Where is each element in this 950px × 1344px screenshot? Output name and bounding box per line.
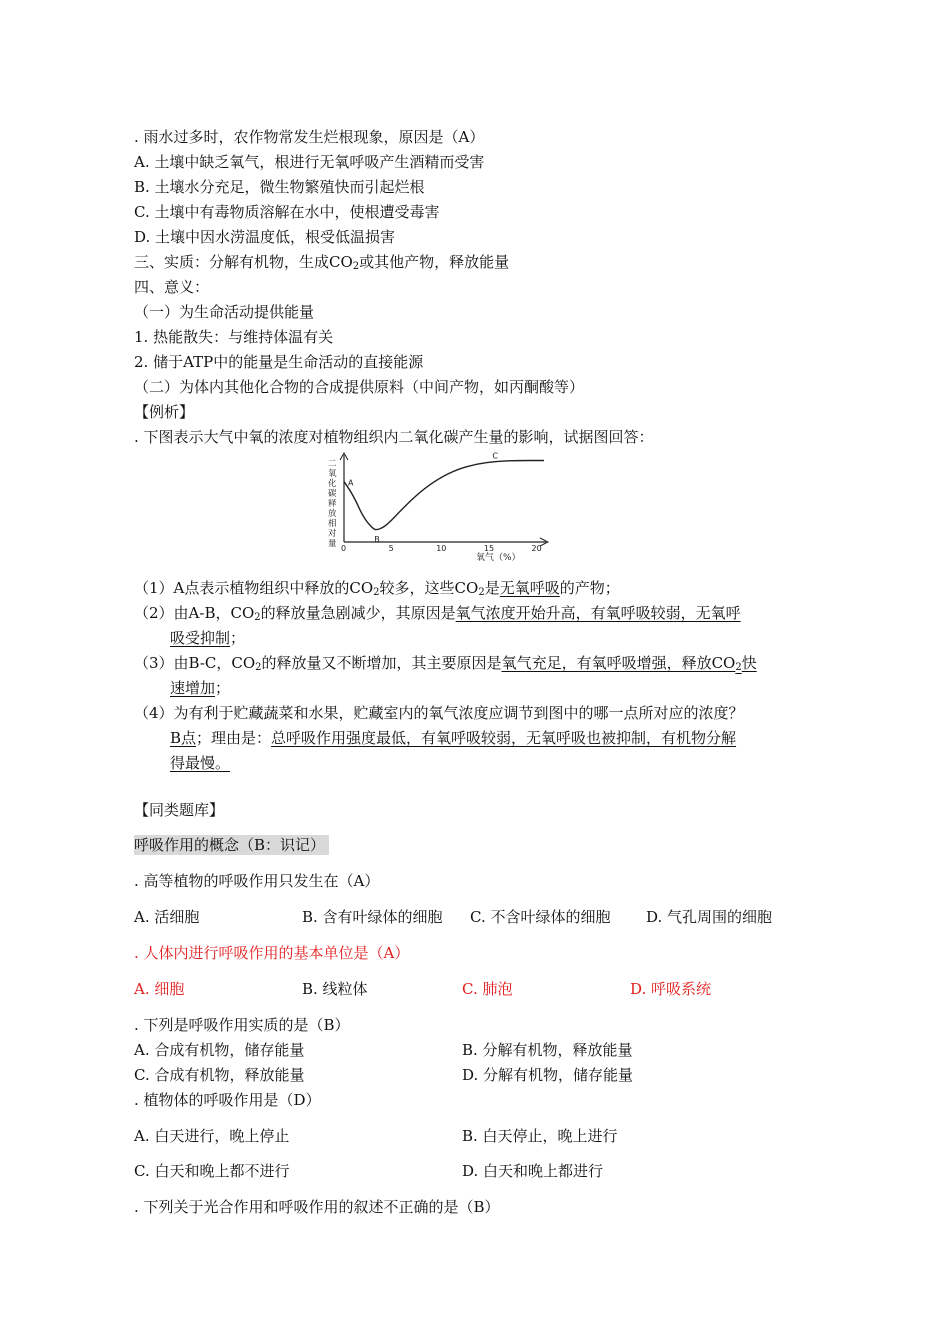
x-axis-label: 氧气（%） (476, 553, 521, 563)
q1-option-d: D. 土壤中因水涝温度低，根受低温损害 (134, 228, 396, 246)
bank-q2-stem: . 人体内进行呼吸作用的基本单位是（A） (134, 944, 410, 962)
x-tick-0: 0 (341, 544, 347, 553)
y-axis-label (328, 459, 337, 549)
a1-sub: 2 (373, 587, 380, 598)
x-tick-10: 10 (436, 544, 447, 553)
answer-4-line1: （4）为有利于贮藏蔬菜和水果，贮藏室内的氧气浓度应调节到图中的哪一点所对应的浓度？ (134, 704, 744, 722)
section4-title: 四、意义： (134, 278, 210, 296)
a2-pre: （2）由A-B，CO (134, 604, 255, 622)
point-label-c: C (492, 452, 498, 461)
a3-pre: （3）由B-C，CO (134, 654, 256, 672)
bank-q4-option-a: A. 白天进行，晚上停止 (134, 1127, 290, 1145)
section4-point1a: 1. 热能散失：与维持体温有关 (134, 328, 334, 346)
point-labels (348, 452, 498, 544)
y-axis-label-char: 释 (328, 499, 337, 509)
a3-answer-2: 速增加 (170, 679, 216, 697)
section4-point1: （一）为生命活动提供能量 (134, 303, 315, 321)
bank-q4-stem: . 植物体的呼吸作用是（D） (134, 1091, 321, 1109)
answer-2-line1 (134, 603, 741, 623)
bank-q3-option-c: C. 合成有机物，释放能量 (134, 1066, 305, 1084)
y-axis-label-char: 相 (328, 519, 337, 529)
a4-point: B点 (170, 729, 197, 747)
a2-answer-2: 吸受抑制 (170, 629, 231, 647)
answer-4-line2 (170, 728, 736, 748)
a2-post: ； (230, 629, 246, 647)
a1-sub2: 2 (478, 587, 485, 598)
a1-mid: 较多，这些CO (379, 579, 479, 597)
a4-mid: ；理由是： (196, 729, 272, 747)
x-tick-labels (341, 544, 542, 553)
q1-option-c: C. 土壤中有毒物质溶解在水中，使根遭受毒害 (134, 203, 440, 221)
a4-reason-2: 得最慢。 (170, 754, 231, 772)
bank-header: 【同类题库】 (134, 801, 225, 819)
point-label-a: A (348, 478, 354, 488)
bank-q2-option-a: A. 细胞 (134, 980, 185, 998)
bank-q5-stem: . 下列关于光合作用和呼吸作用的叙述不正确的是（B） (134, 1198, 500, 1216)
y-axis-label-char: 二 (328, 459, 337, 469)
bank-q2-option-c: C. 肺泡 (462, 980, 513, 998)
x-tick-20: 20 (531, 544, 542, 553)
bank-q4-option-c: C. 白天和晚上都不进行 (134, 1162, 290, 1180)
example-stem: . 下图表示大气中氧的浓度对植物组织内二氧化碳产生量的影响，试据图回答： (134, 428, 654, 446)
y-axis-label-char: 量 (328, 539, 337, 549)
bank-q3-option-d: D. 分解有机物，储存能量 (462, 1066, 634, 1084)
q1-option-b: B. 土壤水分充足，微生物繁殖快而引起烂根 (134, 178, 425, 196)
bank-q3-stem: . 下列是呼吸作用实质的是（B） (134, 1016, 350, 1034)
a4-reason-1: 总呼吸作用强度最低，有氧呼吸较弱，无氧呼吸也被抑制，有机物分解 (271, 729, 737, 747)
a1-mid2: 是 (484, 579, 500, 597)
answer-2-line2 (170, 628, 245, 648)
y-axis-label-char: 化 (328, 479, 337, 489)
bank-q1-option-b: B. 含有叶绿体的细胞 (302, 908, 443, 926)
bank-q4-option-b: B. 白天停止，晚上进行 (462, 1127, 618, 1145)
a3-answer-1: 氧气充足，有氧呼吸增强，释放CO (501, 654, 736, 672)
bank-q2-option-d: D. 呼吸系统 (630, 980, 712, 998)
bank-topic-label: 呼吸作用的概念（B：识记） (134, 835, 329, 855)
a3-sub2: 2 (735, 662, 742, 673)
bank-q3-option-a: A. 合成有机物，储存能量 (134, 1041, 305, 1059)
bank-q1-option-a: A. 活细胞 (134, 908, 200, 926)
section3-post: 或其他产物，释放能量 (359, 253, 510, 271)
a2-answer-1: 氧气浓度开始升高，有氧呼吸较弱，无氧呼 (455, 604, 741, 622)
section3-sub: 2 (352, 261, 360, 272)
y-axis-label-char: 氧 (328, 469, 337, 479)
q1-option-a: A. 土壤中缺乏氧气，根进行无氧呼吸产生酒精而受害 (134, 153, 485, 171)
a2-mid: 的释放量急剧减少，其原因是 (260, 604, 456, 622)
a3-sub: 2 (255, 662, 262, 673)
example-header: 【例析】 (134, 403, 195, 421)
answer-3-line1 (134, 653, 757, 673)
section4-point1b: 2. 储于ATP中的能量是生命活动的直接能源 (134, 353, 424, 371)
a1-pre: （1）A点表示植物组织中释放的CO (134, 579, 374, 597)
point-label-b: B (374, 535, 380, 545)
bank-q1-stem: . 高等植物的呼吸作用只发生在（A） (134, 872, 380, 890)
bank-q3-option-b: B. 分解有机物，释放能量 (462, 1041, 633, 1059)
section3-essence (134, 252, 509, 272)
co2-release-curve (344, 461, 544, 530)
x-tick-15: 15 (483, 544, 495, 553)
a3-answer-1b: 快 (741, 654, 757, 672)
bank-q1-option-c: C. 不含叶绿体的细胞 (470, 908, 611, 926)
x-tick-5: 5 (388, 544, 394, 553)
y-axis-label-char: 碳 (328, 489, 337, 499)
a1-answer: 无氧呼吸 (499, 579, 560, 597)
bank-topic (134, 835, 329, 855)
section3-pre: 三、实质：分解有机物，生成CO (134, 253, 353, 271)
answer-3-line2 (170, 678, 230, 698)
section4-point2: （二）为体内其他化合物的合成提供原料（中间产物，如丙酮酸等） (134, 378, 585, 396)
answer-1 (134, 578, 620, 598)
y-axis-label-char: 放 (328, 509, 337, 519)
bank-q2-option-b: B. 线粒体 (302, 980, 368, 998)
a1-post: 的产物； (559, 579, 620, 597)
bank-q4-option-d: D. 白天和晚上都进行 (462, 1162, 604, 1180)
a2-sub: 2 (254, 612, 261, 623)
oxygen-co2-graph (326, 452, 556, 564)
answer-4-line3 (170, 753, 230, 773)
q1-stem: . 雨水过多时，农作物常发生烂根现象，原因是（A） (134, 128, 485, 146)
bank-q1-option-d: D. 气孔周围的细胞 (646, 908, 773, 926)
y-axis-label-char: 对 (328, 529, 337, 539)
a3-mid: 的释放量又不断增加，其主要原因是 (261, 654, 502, 672)
a3-post: ； (215, 679, 231, 697)
